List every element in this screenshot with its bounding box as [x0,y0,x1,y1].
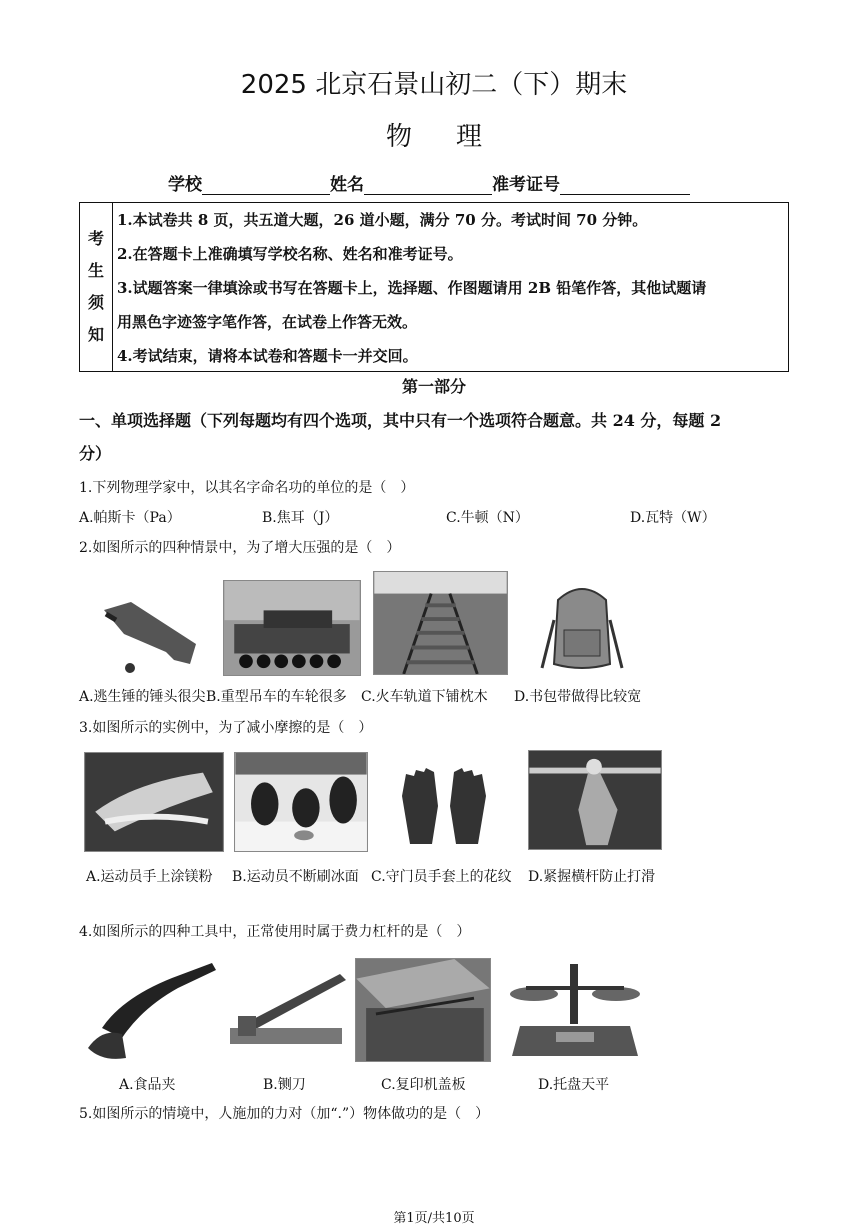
gripping-bar-image [528,750,662,850]
question-5-stem: 5.如图所示的情境中，人施加的力对（加“.”）物体做功的是（ ） [79,1106,490,1122]
part1-title-cont: 分） [79,444,112,463]
backpack-image [536,580,628,676]
balance-scale-image [506,956,644,1062]
notice-side-char: 须 [87,293,104,312]
notice-item: 用黑色字迹签字笔作答，在试卷上作答无效。 [117,313,418,331]
magnesium-powder-hands-image [84,752,224,852]
section-heading: 第一部分 [401,377,466,396]
heavy-crane-image [223,580,361,676]
notice-item: 3.试题答案一律填涂或书写在答题卡上，选择题、作图题请用 2B 铅笔作答，其他试题请 [117,279,707,297]
escape-hammer-image [86,590,204,676]
school-blank [202,176,330,195]
student-info-row [168,170,690,195]
q1-option-a: A.帕斯卡（Pa） [79,510,181,526]
part1-title: 一、单项选择题（下列每题均有四个选项，其中只有一个选项符合题意。共 24 分，每题 2 [79,411,722,430]
food-tongs-image [82,958,218,1062]
q1-option-c: C.牛顿（N） [446,510,529,526]
railway-track-image [373,571,508,675]
name-label: 姓名 [330,175,364,195]
exam-notice-box [79,202,789,372]
notice-side-char: 生 [87,261,104,280]
q3-caption-c: C.守门员手套上的花纹 [371,869,512,885]
q4-caption-b: B.铡刀 [263,1077,306,1093]
notice-item: 1.本试卷共 8 页，共五道大题，26 道小题，满分 70 分。考试时间 70 分钟。 [117,211,648,229]
q1-option-b: B.焦耳（J） [262,510,339,526]
question-1-stem: 1.下列物理学家中，以其名字命名功的单位的是（ ） [79,480,415,496]
q4-caption-d: D.托盘天平 [538,1077,610,1093]
question-4-stem: 4.如图所示的四种工具中，正常使用时属于费力杠杆的是（ ） [79,924,471,940]
notice-items [113,203,788,371]
goalkeeper-gloves-image [396,766,492,848]
notice-item: 2.在答题卡上准确填写学校名称、姓名和准考证号。 [117,245,463,263]
exam-id-label: 准考证号 [492,175,560,195]
q3-caption-b: B.运动员不断刷冰面 [232,869,359,885]
question-3-stem: 3.如图所示的实例中，为了减小摩擦的是（ ） [79,720,373,736]
q3-caption-d: D.紧握横杆防止打滑 [528,869,656,885]
q2-caption-c: C.火车轨道下铺枕木 [361,689,488,705]
exam-id-blank [560,176,690,195]
notice-item: 4.考试结束，请将本试卷和答题卡一并交回。 [117,347,418,365]
subject-title: 物理 [385,122,526,152]
guillotine-cutter-image [230,966,348,1056]
copier-lid-image [355,958,491,1062]
name-blank [364,176,492,195]
q2-caption-b: B.重型吊车的车轮很多 [206,689,347,705]
q2-caption-a: A.逃生锤的锤头很尖 [79,689,206,705]
exam-title: 2025 北京石景山初二（下）期末 [240,70,628,100]
q1-option-d: D.瓦特（W） [630,510,716,526]
question-2-stem: 2.如图所示的四种情景中，为了增大压强的是（ ） [79,540,401,556]
school-label: 学校 [168,175,202,195]
q3-caption-a: A.运动员手上涂镁粉 [86,869,213,885]
page-footer: 第1页/共10页 [393,1211,475,1226]
notice-side-char: 考 [87,229,104,248]
notice-side-char: 知 [87,325,104,344]
q2-caption-d: D.书包带做得比较宽 [514,689,642,705]
q4-caption-c: C.复印机盖板 [381,1077,466,1093]
curling-sweeping-image [234,752,368,852]
q4-caption-a: A.食品夹 [119,1077,176,1093]
notice-side-label [80,203,113,371]
